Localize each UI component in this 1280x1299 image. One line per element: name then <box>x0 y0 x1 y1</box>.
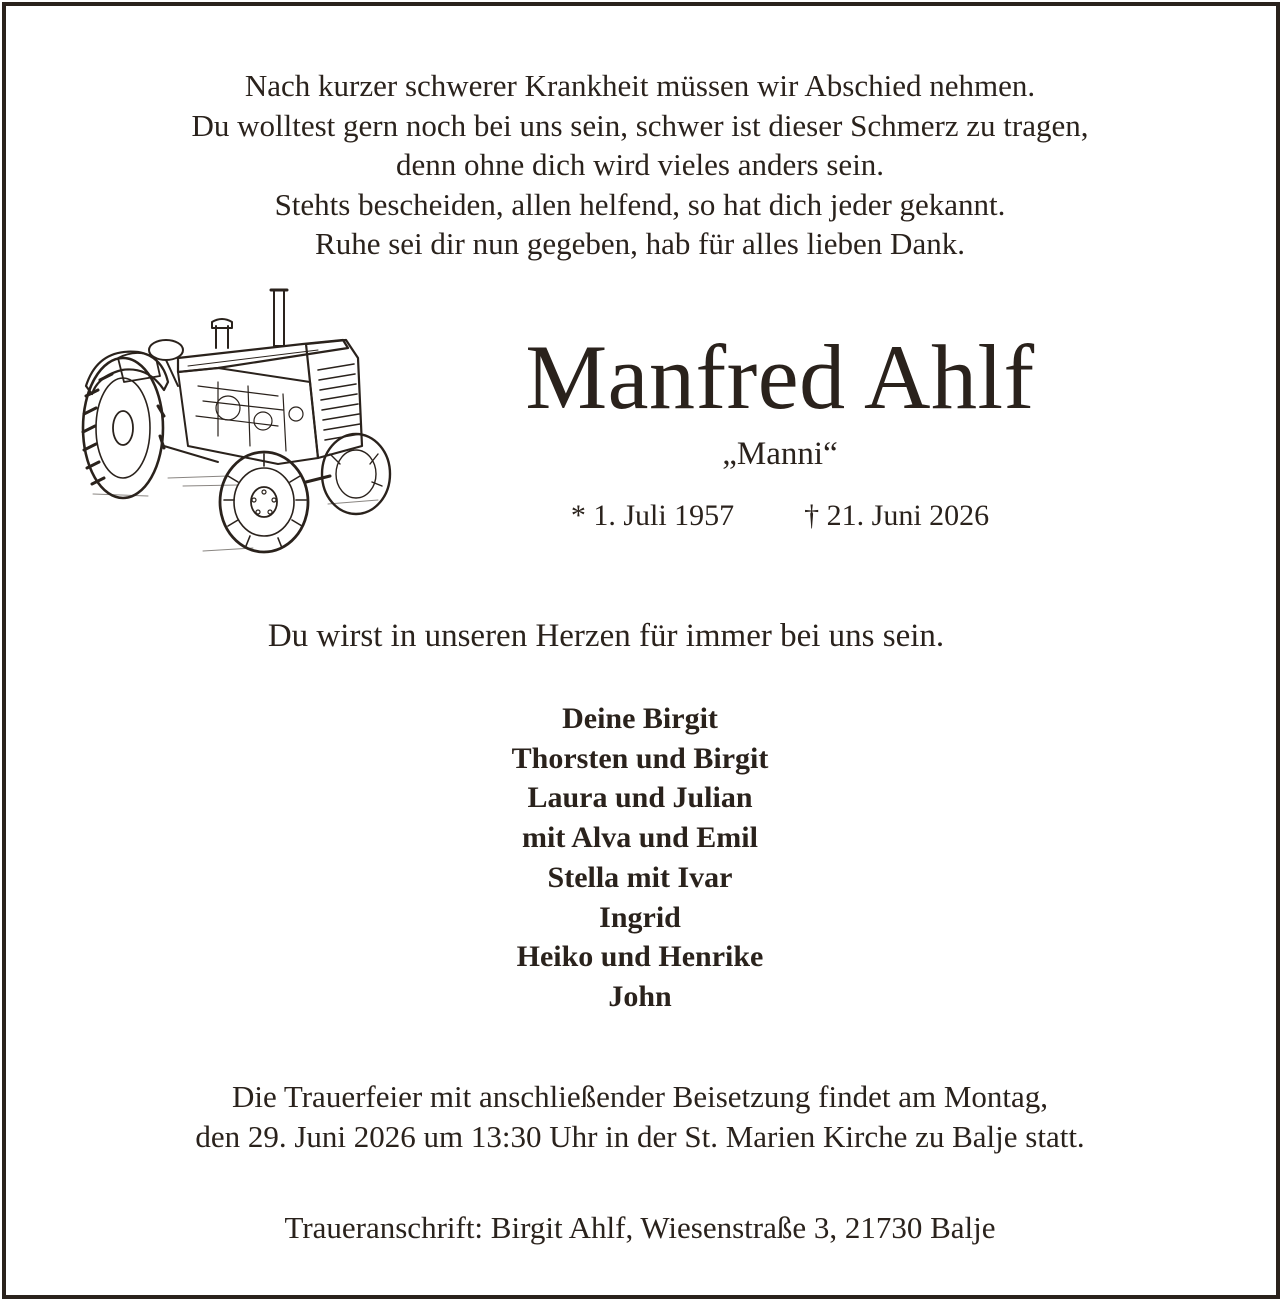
service-line: Die Trauerfeier mit anschließender Beisetzung findet am Montag, <box>231 1079 1049 1114</box>
poem-line: denn ohne dich wird vieles anders sein. <box>395 147 885 182</box>
mourning-address: Traueranschrift: Birgit Ahlf, Wiesenstraße 3, 21730 Balje <box>284 1210 996 1245</box>
poem-line: Ruhe sei dir nun gegeben, hab für alles lieben Dank. <box>315 226 965 261</box>
poem <box>0 66 1280 264</box>
tractor-icon <box>78 286 398 566</box>
family-member: John <box>608 979 672 1013</box>
family-member: mit Alva und Emil <box>522 821 758 855</box>
birth-date: * 1. Juli 1957 <box>570 499 735 532</box>
family-member: Thorsten und Birgit <box>511 741 769 775</box>
family-member: Deine Birgit <box>562 702 718 735</box>
family-list <box>0 699 1280 1017</box>
deceased-name: Manfred Ahlf <box>525 326 1035 428</box>
family-member: Ingrid <box>599 900 681 934</box>
life-dates <box>460 496 1100 536</box>
family-member: Stella mit Ivar <box>547 860 733 894</box>
deceased-nickname: „Manni“ <box>722 436 838 472</box>
motto: Du wirst in unseren Herzen für immer bei uns sein. <box>267 618 945 654</box>
family-member: Laura und Julian <box>527 781 753 815</box>
funeral-service <box>0 1077 1280 1157</box>
service-line: den 29. Juni 2026 um 13:30 Uhr in der St. Marien Kirche zu Balje statt. <box>195 1119 1085 1154</box>
poem-line: Stehts bescheiden, allen helfend, so hat dich jeder gekannt. <box>274 186 1006 222</box>
poem-line: Nach kurzer schwerer Krankheit müssen wir Abschied nehmen. <box>244 68 1036 103</box>
poem-line: Du wolltest gern noch bei uns sein, schwer ist dieser Schmerz zu tragen, <box>191 107 1089 143</box>
family-member: Heiko und Henrike <box>516 940 764 974</box>
death-date: † 21. Juni 2026 <box>804 499 990 532</box>
